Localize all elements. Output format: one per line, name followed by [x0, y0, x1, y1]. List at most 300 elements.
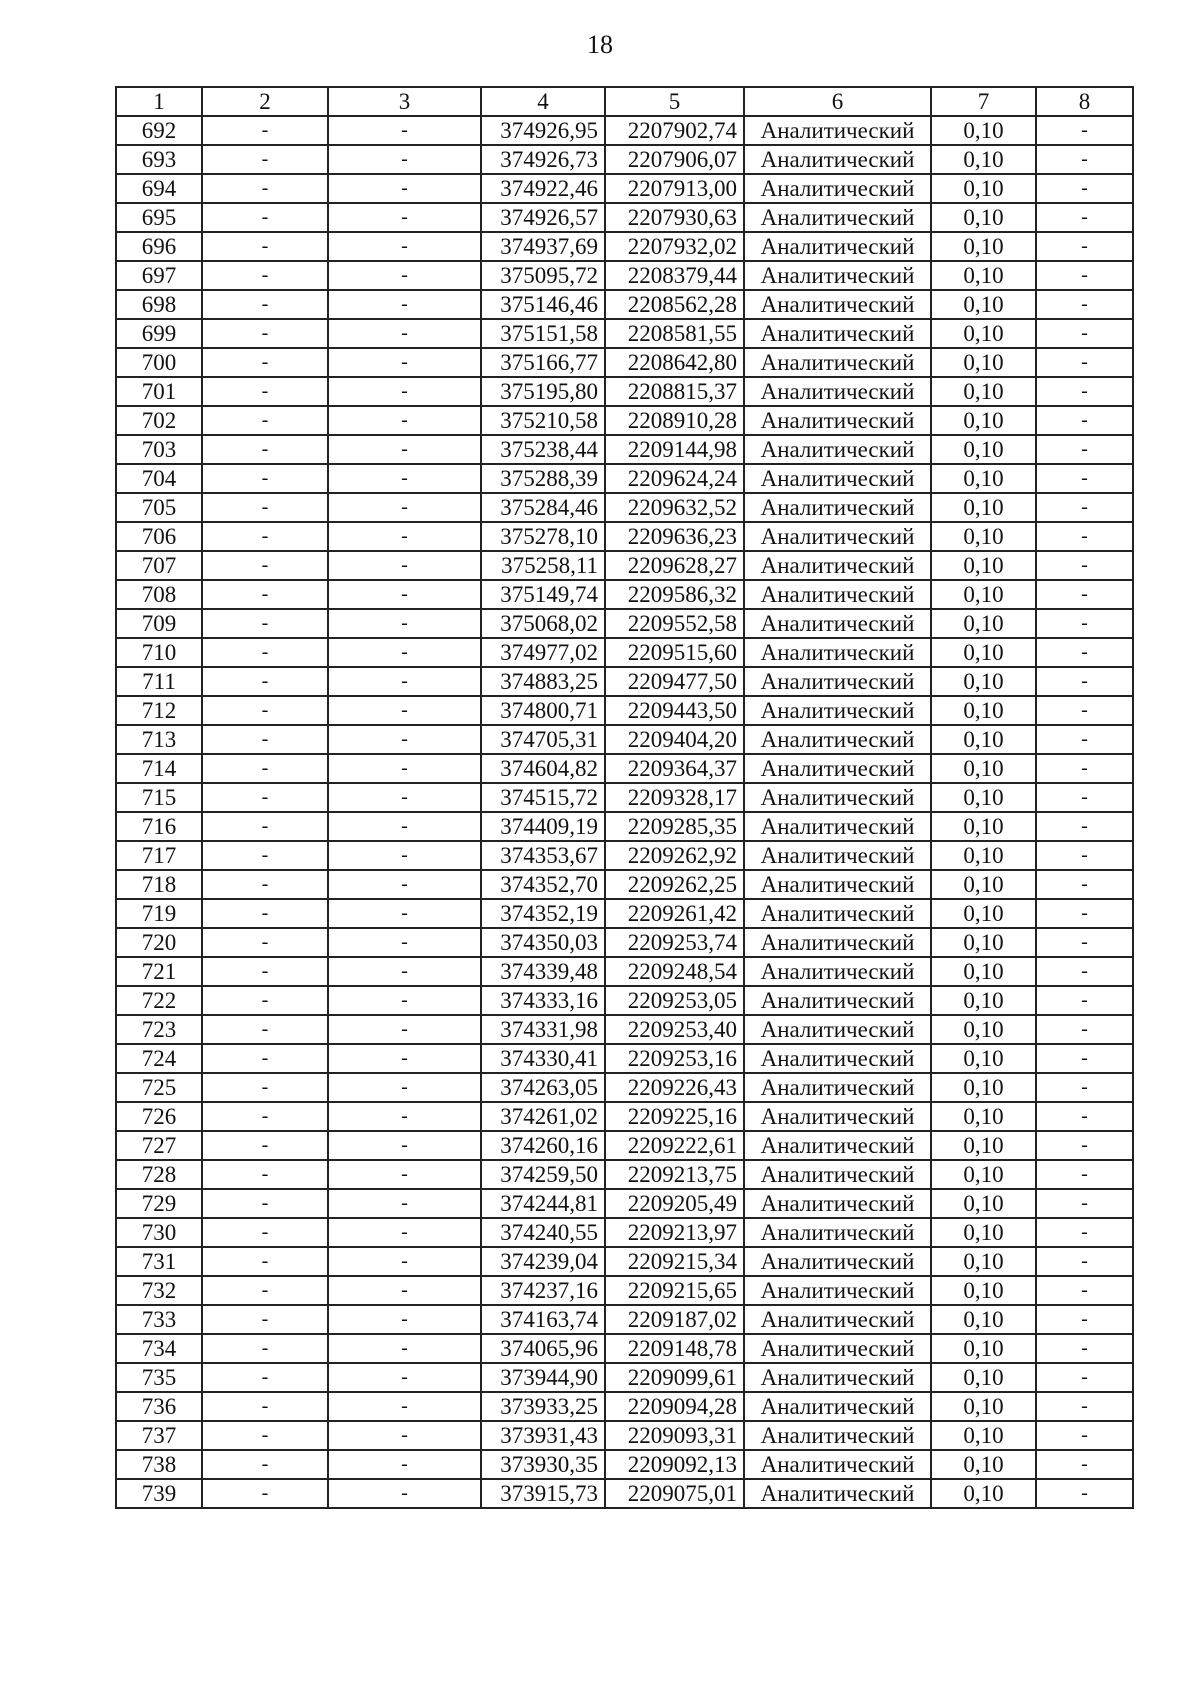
table-row [116, 1363, 1133, 1392]
column-3-cell: - [328, 580, 481, 609]
method-cell: Аналитический [744, 464, 931, 493]
coordinate-x-cell: 373931,43 [481, 1421, 605, 1450]
table-row [116, 1015, 1133, 1044]
row-number-cell: 726 [116, 1102, 202, 1131]
coordinate-y-cell: 2208581,55 [605, 319, 744, 348]
column-8-cell: - [1036, 609, 1133, 638]
column-2-cell: - [202, 725, 328, 754]
method-cell: Аналитический [744, 1102, 931, 1131]
method-cell: Аналитический [744, 145, 931, 174]
accuracy-cell: 0,10 [931, 1450, 1036, 1479]
row-number-cell: 728 [116, 1160, 202, 1189]
table-row [116, 1044, 1133, 1073]
accuracy-cell: 0,10 [931, 1102, 1036, 1131]
table-row [116, 1189, 1133, 1218]
column-header: 3 [328, 87, 481, 116]
column-2-cell: - [202, 580, 328, 609]
column-2-cell: - [202, 1189, 328, 1218]
coordinate-y-cell: 2209205,49 [605, 1189, 744, 1218]
column-3-cell: - [328, 203, 481, 232]
table-row [116, 377, 1133, 406]
coordinate-y-cell: 2208910,28 [605, 406, 744, 435]
accuracy-cell: 0,10 [931, 667, 1036, 696]
column-2-cell: - [202, 1450, 328, 1479]
coordinate-x-cell: 374259,50 [481, 1160, 605, 1189]
method-cell: Аналитический [744, 319, 931, 348]
method-cell: Аналитический [744, 1218, 931, 1247]
column-2-cell: - [202, 174, 328, 203]
coordinate-x-cell: 374352,70 [481, 870, 605, 899]
coordinate-y-cell: 2209144,98 [605, 435, 744, 464]
method-cell: Аналитический [744, 696, 931, 725]
method-cell: Аналитический [744, 870, 931, 899]
column-3-cell: - [328, 986, 481, 1015]
coordinate-y-cell: 2209187,02 [605, 1305, 744, 1334]
coordinate-x-cell: 374883,25 [481, 667, 605, 696]
table-row [116, 957, 1133, 986]
column-3-cell: - [328, 348, 481, 377]
column-header: 7 [931, 87, 1036, 116]
column-3-cell: - [328, 1044, 481, 1073]
table-row [116, 1073, 1133, 1102]
column-3-cell: - [328, 928, 481, 957]
accuracy-cell: 0,10 [931, 493, 1036, 522]
coordinate-x-cell: 375258,11 [481, 551, 605, 580]
coordinate-y-cell: 2208815,37 [605, 377, 744, 406]
column-8-cell: - [1036, 638, 1133, 667]
table-row [116, 493, 1133, 522]
method-cell: Аналитический [744, 290, 931, 319]
coordinate-x-cell: 374353,67 [481, 841, 605, 870]
row-number-cell: 694 [116, 174, 202, 203]
coordinate-x-cell: 374926,73 [481, 145, 605, 174]
column-3-cell: - [328, 116, 481, 145]
column-3-cell: - [328, 290, 481, 319]
coordinate-x-cell: 375166,77 [481, 348, 605, 377]
table-row [116, 464, 1133, 493]
coordinate-x-cell: 374926,57 [481, 203, 605, 232]
table-row [116, 1131, 1133, 1160]
column-2-cell: - [202, 899, 328, 928]
method-cell: Аналитический [744, 1276, 931, 1305]
method-cell: Аналитический [744, 1131, 931, 1160]
coordinate-y-cell: 2207932,02 [605, 232, 744, 261]
row-number-cell: 717 [116, 841, 202, 870]
coordinate-x-cell: 374163,74 [481, 1305, 605, 1334]
coordinate-x-cell: 375195,80 [481, 377, 605, 406]
coordinate-y-cell: 2209213,97 [605, 1218, 744, 1247]
accuracy-cell: 0,10 [931, 1363, 1036, 1392]
column-2-cell: - [202, 1392, 328, 1421]
column-2-cell: - [202, 493, 328, 522]
coordinate-x-cell: 375210,58 [481, 406, 605, 435]
column-2-cell: - [202, 609, 328, 638]
column-2-cell: - [202, 319, 328, 348]
column-8-cell: - [1036, 1450, 1133, 1479]
column-2-cell: - [202, 1160, 328, 1189]
method-cell: Аналитический [744, 116, 931, 145]
row-number-cell: 733 [116, 1305, 202, 1334]
accuracy-cell: 0,10 [931, 870, 1036, 899]
column-3-cell: - [328, 493, 481, 522]
table-row [116, 551, 1133, 580]
coordinate-y-cell: 2209477,50 [605, 667, 744, 696]
table-row [116, 1305, 1133, 1334]
method-cell: Аналитический [744, 493, 931, 522]
method-cell: Аналитический [744, 899, 931, 928]
method-cell: Аналитический [744, 1421, 931, 1450]
column-8-cell: - [1036, 841, 1133, 870]
column-2-cell: - [202, 145, 328, 174]
method-cell: Аналитический [744, 1189, 931, 1218]
column-3-cell: - [328, 145, 481, 174]
column-3-cell: - [328, 1218, 481, 1247]
accuracy-cell: 0,10 [931, 1247, 1036, 1276]
column-8-cell: - [1036, 1044, 1133, 1073]
method-cell: Аналитический [744, 957, 931, 986]
column-8-cell: - [1036, 812, 1133, 841]
column-2-cell: - [202, 1305, 328, 1334]
coordinate-x-cell: 374352,19 [481, 899, 605, 928]
column-3-cell: - [328, 435, 481, 464]
method-cell: Аналитический [744, 783, 931, 812]
column-3-cell: - [328, 812, 481, 841]
coordinate-y-cell: 2209443,50 [605, 696, 744, 725]
column-8-cell: - [1036, 1073, 1133, 1102]
accuracy-cell: 0,10 [931, 1044, 1036, 1073]
column-2-cell: - [202, 812, 328, 841]
column-2-cell: - [202, 1015, 328, 1044]
column-2-cell: - [202, 261, 328, 290]
method-cell: Аналитический [744, 754, 931, 783]
column-2-cell: - [202, 551, 328, 580]
column-8-cell: - [1036, 1131, 1133, 1160]
coordinate-x-cell: 374922,46 [481, 174, 605, 203]
method-cell: Аналитический [744, 377, 931, 406]
coordinate-y-cell: 2209215,34 [605, 1247, 744, 1276]
coordinate-x-cell: 374977,02 [481, 638, 605, 667]
row-number-cell: 719 [116, 899, 202, 928]
column-8-cell: - [1036, 1015, 1133, 1044]
accuracy-cell: 0,10 [931, 1218, 1036, 1247]
column-3-cell: - [328, 1334, 481, 1363]
row-number-cell: 723 [116, 1015, 202, 1044]
column-2-cell: - [202, 203, 328, 232]
row-number-cell: 698 [116, 290, 202, 319]
row-number-cell: 735 [116, 1363, 202, 1392]
column-8-cell: - [1036, 464, 1133, 493]
coordinate-y-cell: 2209253,05 [605, 986, 744, 1015]
coordinate-y-cell: 2209248,54 [605, 957, 744, 986]
accuracy-cell: 0,10 [931, 957, 1036, 986]
coordinate-y-cell: 2209253,40 [605, 1015, 744, 1044]
coordinate-y-cell: 2208562,28 [605, 290, 744, 319]
row-number-cell: 732 [116, 1276, 202, 1305]
table-row [116, 522, 1133, 551]
method-cell: Аналитический [744, 841, 931, 870]
table-row [116, 1276, 1133, 1305]
accuracy-cell: 0,10 [931, 696, 1036, 725]
column-2-cell: - [202, 464, 328, 493]
row-number-cell: 700 [116, 348, 202, 377]
method-cell: Аналитический [744, 1044, 931, 1073]
accuracy-cell: 0,10 [931, 116, 1036, 145]
row-number-cell: 727 [116, 1131, 202, 1160]
column-2-cell: - [202, 377, 328, 406]
method-cell: Аналитический [744, 1305, 931, 1334]
table-row [116, 928, 1133, 957]
row-number-cell: 738 [116, 1450, 202, 1479]
table-row [116, 1218, 1133, 1247]
column-2-cell: - [202, 1363, 328, 1392]
coordinates-table [115, 86, 1134, 1509]
method-cell: Аналитический [744, 435, 931, 464]
column-2-cell: - [202, 986, 328, 1015]
accuracy-cell: 0,10 [931, 348, 1036, 377]
row-number-cell: 720 [116, 928, 202, 957]
coordinate-y-cell: 2209552,58 [605, 609, 744, 638]
accuracy-cell: 0,10 [931, 609, 1036, 638]
row-number-cell: 695 [116, 203, 202, 232]
coordinate-y-cell: 2209261,42 [605, 899, 744, 928]
table-row [116, 406, 1133, 435]
column-8-cell: - [1036, 783, 1133, 812]
method-cell: Аналитический [744, 551, 931, 580]
column-3-cell: - [328, 957, 481, 986]
coordinate-y-cell: 2209094,28 [605, 1392, 744, 1421]
accuracy-cell: 0,10 [931, 1421, 1036, 1450]
column-2-cell: - [202, 638, 328, 667]
coordinate-y-cell: 2209636,23 [605, 522, 744, 551]
row-number-cell: 708 [116, 580, 202, 609]
coordinate-x-cell: 375095,72 [481, 261, 605, 290]
column-3-cell: - [328, 841, 481, 870]
method-cell: Аналитический [744, 1334, 931, 1363]
row-number-cell: 714 [116, 754, 202, 783]
row-number-cell: 711 [116, 667, 202, 696]
row-number-cell: 704 [116, 464, 202, 493]
column-8-cell: - [1036, 696, 1133, 725]
table-row [116, 1479, 1133, 1508]
method-cell: Аналитический [744, 928, 931, 957]
column-8-cell: - [1036, 377, 1133, 406]
coordinate-x-cell: 375284,46 [481, 493, 605, 522]
coordinate-y-cell: 2208379,44 [605, 261, 744, 290]
column-8-cell: - [1036, 174, 1133, 203]
accuracy-cell: 0,10 [931, 986, 1036, 1015]
accuracy-cell: 0,10 [931, 725, 1036, 754]
coordinate-x-cell: 374240,55 [481, 1218, 605, 1247]
coordinate-y-cell: 2209225,16 [605, 1102, 744, 1131]
column-3-cell: - [328, 1421, 481, 1450]
column-8-cell: - [1036, 899, 1133, 928]
column-3-cell: - [328, 725, 481, 754]
method-cell: Аналитический [744, 203, 931, 232]
accuracy-cell: 0,10 [931, 406, 1036, 435]
column-header: 2 [202, 87, 328, 116]
column-8-cell: - [1036, 261, 1133, 290]
coordinate-y-cell: 2209253,74 [605, 928, 744, 957]
column-3-cell: - [328, 1479, 481, 1508]
accuracy-cell: 0,10 [931, 1392, 1036, 1421]
coordinate-x-cell: 374239,04 [481, 1247, 605, 1276]
coordinate-x-cell: 374244,81 [481, 1189, 605, 1218]
coordinate-y-cell: 2208642,80 [605, 348, 744, 377]
table-row [116, 812, 1133, 841]
method-cell: Аналитический [744, 667, 931, 696]
accuracy-cell: 0,10 [931, 928, 1036, 957]
coordinate-x-cell: 375151,58 [481, 319, 605, 348]
column-8-cell: - [1036, 493, 1133, 522]
column-8-cell: - [1036, 1189, 1133, 1218]
method-cell: Аналитический [744, 522, 931, 551]
coordinate-x-cell: 374409,19 [481, 812, 605, 841]
accuracy-cell: 0,10 [931, 638, 1036, 667]
row-number-cell: 716 [116, 812, 202, 841]
accuracy-cell: 0,10 [931, 377, 1036, 406]
row-number-cell: 709 [116, 609, 202, 638]
column-8-cell: - [1036, 145, 1133, 174]
column-header: 8 [1036, 87, 1133, 116]
coordinate-y-cell: 2209515,60 [605, 638, 744, 667]
table-row [116, 696, 1133, 725]
method-cell: Аналитический [744, 812, 931, 841]
column-3-cell: - [328, 1450, 481, 1479]
accuracy-cell: 0,10 [931, 1479, 1036, 1508]
column-8-cell: - [1036, 522, 1133, 551]
accuracy-cell: 0,10 [931, 1073, 1036, 1102]
column-8-cell: - [1036, 1363, 1133, 1392]
column-8-cell: - [1036, 928, 1133, 957]
coordinate-y-cell: 2209404,20 [605, 725, 744, 754]
method-cell: Аналитический [744, 1015, 931, 1044]
row-number-cell: 724 [116, 1044, 202, 1073]
coordinate-y-cell: 2209253,16 [605, 1044, 744, 1073]
column-8-cell: - [1036, 1102, 1133, 1131]
column-header: 4 [481, 87, 605, 116]
column-3-cell: - [328, 899, 481, 928]
table-row [116, 609, 1133, 638]
column-3-cell: - [328, 1247, 481, 1276]
method-cell: Аналитический [744, 232, 931, 261]
column-8-cell: - [1036, 1247, 1133, 1276]
column-3-cell: - [328, 1160, 481, 1189]
coordinate-x-cell: 375149,74 [481, 580, 605, 609]
column-3-cell: - [328, 522, 481, 551]
accuracy-cell: 0,10 [931, 580, 1036, 609]
coordinate-y-cell: 2209632,52 [605, 493, 744, 522]
coordinate-y-cell: 2209093,31 [605, 1421, 744, 1450]
column-8-cell: - [1036, 1160, 1133, 1189]
table-body [116, 116, 1133, 1508]
coordinate-y-cell: 2209099,61 [605, 1363, 744, 1392]
column-3-cell: - [328, 1102, 481, 1131]
accuracy-cell: 0,10 [931, 812, 1036, 841]
row-number-cell: 725 [116, 1073, 202, 1102]
coordinate-x-cell: 375146,46 [481, 290, 605, 319]
accuracy-cell: 0,10 [931, 435, 1036, 464]
column-2-cell: - [202, 783, 328, 812]
row-number-cell: 718 [116, 870, 202, 899]
method-cell: Аналитический [744, 609, 931, 638]
method-cell: Аналитический [744, 348, 931, 377]
table-row [116, 116, 1133, 145]
coordinate-x-cell: 375238,44 [481, 435, 605, 464]
row-number-cell: 721 [116, 957, 202, 986]
row-number-cell: 703 [116, 435, 202, 464]
column-2-cell: - [202, 1276, 328, 1305]
table-row [116, 754, 1133, 783]
table-row [116, 899, 1133, 928]
table-row [116, 1247, 1133, 1276]
accuracy-cell: 0,10 [931, 1015, 1036, 1044]
coordinate-x-cell: 374331,98 [481, 1015, 605, 1044]
column-8-cell: - [1036, 957, 1133, 986]
column-8-cell: - [1036, 725, 1133, 754]
method-cell: Аналитический [744, 580, 931, 609]
coordinate-y-cell: 2209148,78 [605, 1334, 744, 1363]
accuracy-cell: 0,10 [931, 145, 1036, 174]
coordinate-y-cell: 2209215,65 [605, 1276, 744, 1305]
column-2-cell: - [202, 1131, 328, 1160]
column-2-cell: - [202, 1218, 328, 1247]
table-row [116, 667, 1133, 696]
table-row [116, 841, 1133, 870]
column-3-cell: - [328, 609, 481, 638]
coordinate-x-cell: 374065,96 [481, 1334, 605, 1363]
column-3-cell: - [328, 754, 481, 783]
coordinate-x-cell: 374330,41 [481, 1044, 605, 1073]
column-8-cell: - [1036, 580, 1133, 609]
row-number-cell: 697 [116, 261, 202, 290]
column-2-cell: - [202, 696, 328, 725]
coordinate-y-cell: 2209213,75 [605, 1160, 744, 1189]
accuracy-cell: 0,10 [931, 174, 1036, 203]
coordinate-x-cell: 374339,48 [481, 957, 605, 986]
table-row [116, 783, 1133, 812]
column-3-cell: - [328, 174, 481, 203]
column-8-cell: - [1036, 551, 1133, 580]
accuracy-cell: 0,10 [931, 1276, 1036, 1305]
method-cell: Аналитический [744, 1450, 931, 1479]
table-row [116, 435, 1133, 464]
coordinate-x-cell: 374260,16 [481, 1131, 605, 1160]
column-8-cell: - [1036, 348, 1133, 377]
column-3-cell: - [328, 667, 481, 696]
column-8-cell: - [1036, 319, 1133, 348]
coordinate-y-cell: 2209628,27 [605, 551, 744, 580]
accuracy-cell: 0,10 [931, 203, 1036, 232]
coordinate-y-cell: 2209364,37 [605, 754, 744, 783]
accuracy-cell: 0,10 [931, 551, 1036, 580]
table-row [116, 986, 1133, 1015]
coordinate-x-cell: 374604,82 [481, 754, 605, 783]
row-number-cell: 734 [116, 1334, 202, 1363]
method-cell: Аналитический [744, 1392, 931, 1421]
coordinate-y-cell: 2209586,32 [605, 580, 744, 609]
column-3-cell: - [328, 319, 481, 348]
column-3-cell: - [328, 406, 481, 435]
column-8-cell: - [1036, 1305, 1133, 1334]
method-cell: Аналитический [744, 1073, 931, 1102]
method-cell: Аналитический [744, 1247, 931, 1276]
column-2-cell: - [202, 928, 328, 957]
column-3-cell: - [328, 870, 481, 899]
coordinate-y-cell: 2209262,25 [605, 870, 744, 899]
column-2-cell: - [202, 754, 328, 783]
accuracy-cell: 0,10 [931, 783, 1036, 812]
coordinate-y-cell: 2209226,43 [605, 1073, 744, 1102]
